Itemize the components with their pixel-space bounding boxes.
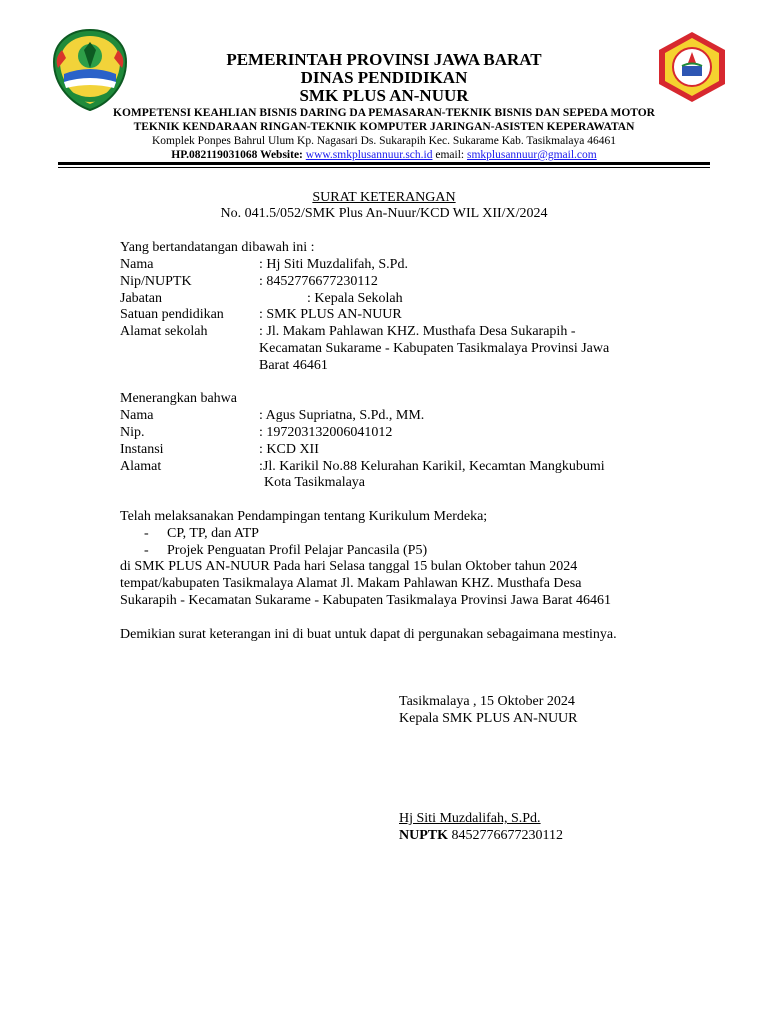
letter-number: No. 041.5/052/SMK Plus An-Nuur/KCD WIL XII/X/2024 xyxy=(220,206,548,221)
letterhead-school-name: SMK PLUS AN-NUUR xyxy=(299,86,469,105)
signer-nip-value: : 8452776677230112 xyxy=(259,274,378,289)
subject-nip-label: Nip. xyxy=(120,425,145,440)
letterhead-department: DINAS PENDIDIKAN xyxy=(300,68,468,87)
signer-nuptk xyxy=(399,827,563,844)
letterhead-competencies-1: KOMPETENSI KEAHLIAN BISNIS DARING DA PEMASARAN-TEKNIK BISNIS DAN SEPEDA MOTOR xyxy=(113,107,655,119)
nuptk-label: NUPTK xyxy=(399,828,448,843)
letter-title: SURAT KETERANGAN xyxy=(312,190,456,205)
signer-name-value: : Hj Siti Muzdalifah, S.Pd. xyxy=(259,257,408,272)
list-item: CP, TP, dan ATP xyxy=(167,526,259,541)
intro-text: Yang bertandatangan dibawah ini : xyxy=(120,240,315,255)
body-line-3: Sukarapih - Kecamatan Sukarame - Kabupaten Tasikmalaya Provinsi Jawa Barat 46461 xyxy=(120,593,611,608)
letterhead-contact xyxy=(0,148,768,162)
letterhead-phone: HP.082119031068 Website: xyxy=(171,149,303,161)
activity-intro: Telah melaksanakan Pendampingan tentang Kurikulum Merdeka; xyxy=(120,509,488,524)
letterhead-government: PEMERINTAH PROVINSI JAWA BARAT xyxy=(226,50,542,69)
subject-institution-value: : KCD XII xyxy=(259,442,319,457)
signer-position-value: : Kepala Sekolah xyxy=(307,291,403,306)
website-link[interactable]: www.smkplusannuur.sch.id xyxy=(305,149,433,161)
place-date: Tasikmalaya , 15 Oktober 2024 xyxy=(399,694,575,709)
email-label: email: xyxy=(435,149,465,161)
bullet-marker: - xyxy=(144,526,149,541)
school-address-line-2: Kecamatan Sukarame - Kabupaten Tasikmalaya Provinsi Jawa xyxy=(259,341,610,356)
signer-position: Kepala SMK PLUS AN-NUUR xyxy=(399,711,578,726)
letterhead-competencies-2: TEKNIK KENDARAAN RINGAN-TEKNIK KOMPUTER JARINGAN-ASISTEN KEPERAWATAN xyxy=(133,121,635,133)
subject-name-label: Nama xyxy=(120,408,154,423)
signer-position-label: Jabatan xyxy=(120,291,162,306)
subject-address-line-1: :Jl. Karikil No.88 Kelurahan Karikil, Kecamtan Mangkubumi xyxy=(259,459,605,474)
subject-nip-value: : 197203132006041012 xyxy=(259,425,393,440)
subject-institution-label: Instansi xyxy=(120,442,164,457)
school-address-label: Alamat sekolah xyxy=(120,324,208,339)
closing-text: Demikian surat keterangan ini di buat untuk dapat di pergunakan sebagaimana mestinya. xyxy=(120,627,617,642)
signer-name: Hj Siti Muzdalifah, S.Pd. xyxy=(399,811,541,826)
letterhead-address: Komplek Ponpes Bahrul Ulum Kp. Nagasari Ds. Sukarapih Kec. Sukarame Kab. Tasikmalaya 46461 xyxy=(152,135,616,147)
signer-name-label: Nama xyxy=(120,257,154,272)
subject-address-line-2: Kota Tasikmalaya xyxy=(264,475,366,490)
school-address-line-1: : Jl. Makam Pahlawan KHZ. Musthafa Desa Sukarapih - xyxy=(259,324,576,339)
statement-text: Menerangkan bahwa xyxy=(120,391,238,406)
school-address-line-3: Barat 46461 xyxy=(259,358,328,373)
email-link[interactable]: smkplusannuur@gmail.com xyxy=(466,149,597,161)
signer-nip-label: Nip/NUPTK xyxy=(120,274,192,289)
nuptk-value: 8452776677230112 xyxy=(451,828,563,843)
body-line-2: tempat/kabupaten Tasikmalaya Alamat Jl. Makam Pahlawan KHZ. Musthafa Desa xyxy=(120,576,582,591)
signer-unit-value: : SMK PLUS AN-NUUR xyxy=(259,307,402,322)
list-item: Projek Penguatan Profil Pelajar Pancasila (P5) xyxy=(167,543,428,558)
letterhead-divider-thin xyxy=(58,167,710,168)
subject-address-label: Alamat xyxy=(120,459,162,474)
bullet-marker: - xyxy=(144,543,149,558)
body-line-1: di SMK PLUS AN-NUUR Pada hari Selasa tanggal 15 bulan Oktober tahun 2024 xyxy=(120,559,578,574)
signer-unit-label: Satuan pendidikan xyxy=(120,307,224,322)
subject-name-value: : Agus Supriatna, S.Pd., MM. xyxy=(259,408,425,423)
letterhead-divider-thick xyxy=(58,162,710,165)
